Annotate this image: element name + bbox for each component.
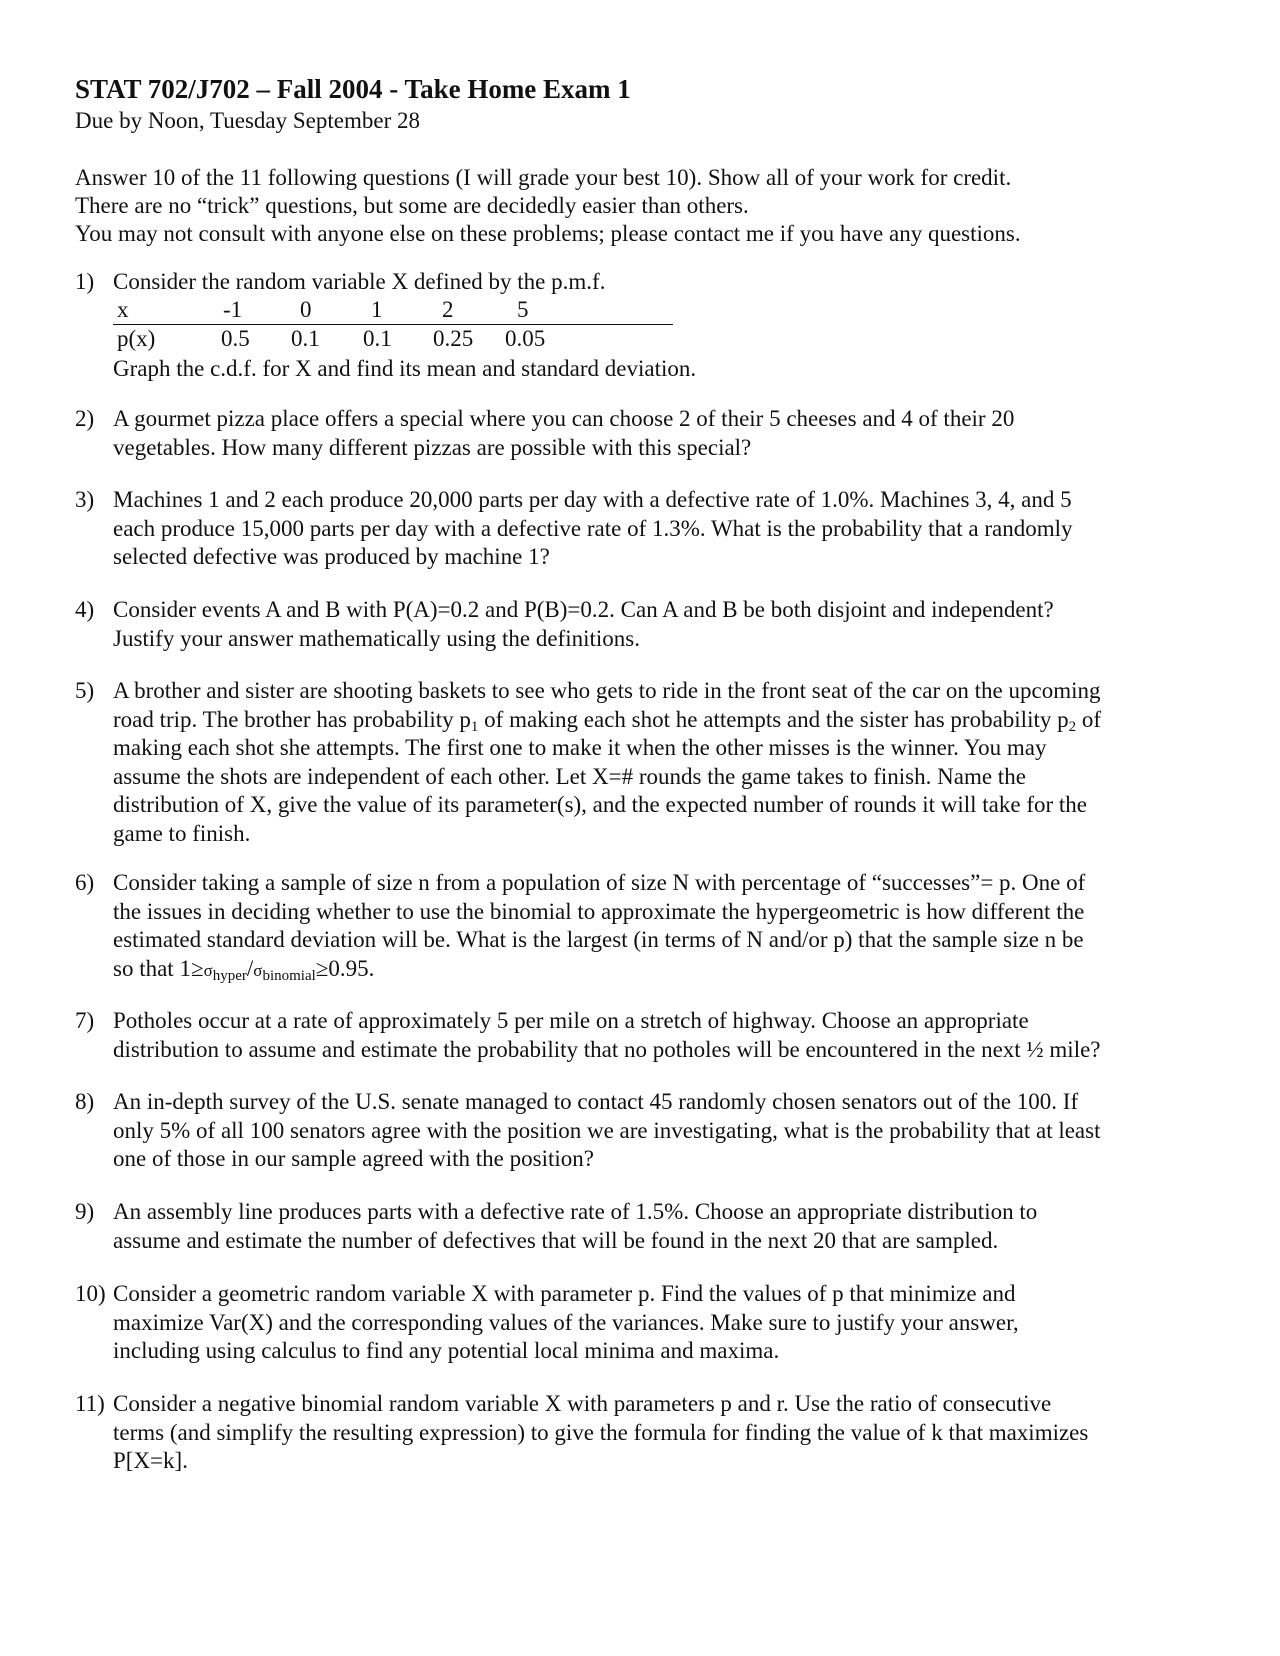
question-6 <box>75 869 1205 985</box>
pmf-p-value: 0.25 <box>433 325 474 351</box>
question-text: each produce 15,000 parts per day with a defective rate of 1.3%. What is the probability that a randomly <box>113 515 1073 541</box>
question-number: 4) <box>75 597 95 622</box>
question-text: only 5% of all 100 senators agree with the position we are investigating, what is the probability that at least <box>113 1117 1101 1143</box>
pmf-x-value: 0 <box>300 296 312 322</box>
question-3 <box>75 486 1205 572</box>
question-text: the issues in deciding whether to use the binomial to approximate the hypergeometric is how different the <box>113 898 1085 924</box>
subscript: hyper <box>212 967 247 984</box>
question-text: assume and estimate the number of defectives that will be found in the next 20 that are sampled. <box>113 1227 999 1253</box>
question-4 <box>75 596 1205 653</box>
pmf-p-value: 0.1 <box>363 325 392 351</box>
question-text: vegetables. How many different pizzas are possible with this special? <box>113 434 752 460</box>
instruction-line: You may not consult with anyone else on these problems; please contact me if you have any questions. <box>75 221 1021 246</box>
subscript: 2 <box>1068 718 1077 735</box>
pmf-x-label: x <box>117 296 129 322</box>
question-text: Consider a geometric random variable X with parameter p. Find the values of p that minimize and <box>113 1281 1016 1306</box>
text-segment: ≥0.95. <box>315 955 375 981</box>
question-text: Machines 1 and 2 each produce 20,000 parts per day with a defective rate of 1.0%. Machines 3, 4, and 5 <box>113 487 1072 512</box>
text-segment: of making each shot he attempts and the sister has probability p <box>478 706 1069 732</box>
question-text: game to finish. <box>113 820 251 846</box>
question-text: including using calculus to find any potential local minima and maxima. <box>113 1338 780 1363</box>
question-9 <box>75 1198 1205 1255</box>
pmf-p-value: 0.05 <box>505 325 546 351</box>
question-8 <box>75 1088 1205 1174</box>
pmf-x-value: -1 <box>223 296 243 322</box>
pmf-divider <box>113 324 673 325</box>
question-number: 10) <box>75 1281 106 1306</box>
question-text: selected defective was produced by machine 1? <box>113 544 550 569</box>
question-2 <box>75 405 1205 462</box>
question-text: maximize Var(X) and the corresponding values of the variances. Make sure to justify your answer, <box>113 1309 1019 1335</box>
pmf-p-value: 0.1 <box>291 325 320 351</box>
instruction-line: Answer 10 of the 11 following questions (I will grade your best 10). Show all of your work for credit. <box>75 165 1012 190</box>
text-segment: road trip. The brother has probability p <box>113 706 471 732</box>
question-5 <box>75 677 1205 848</box>
pmf-px-label: p(x) <box>117 325 156 351</box>
question-text: making each shot she attempts. The first one to make it when the other misses is the winner. You may <box>113 735 1047 760</box>
question-1 <box>75 268 1205 383</box>
sigma-symbol: σ <box>203 960 213 980</box>
question-text: An assembly line produces parts with a defective rate of 1.5%. Choose an appropriate distribution to <box>113 1199 1038 1224</box>
question-number: 6) <box>75 870 95 895</box>
question-text: one of those in our sample agreed with the position? <box>113 1146 594 1171</box>
exam-title: STAT 702/J702 – Fall 2004 - Take Home Exam 1 <box>75 74 631 104</box>
question-text: Potholes occur at a rate of approximately 5 per mile on a stretch of highway. Choose an appropriate <box>113 1008 1029 1033</box>
question-text: Consider taking a sample of size n from a population of size N with percentage of “successes”= p. One of <box>113 870 1086 895</box>
due-date: Due by Noon, Tuesday September 28 <box>75 108 420 133</box>
question-text: Consider events A and B with P(A)=0.2 and P(B)=0.2. Can A and B be both disjoint and independent? <box>113 597 1054 622</box>
question-text: A gourmet pizza place offers a special where you can choose 2 of their 5 cheeses and 4 of their 20 <box>113 406 1015 431</box>
question-number: 3) <box>75 487 95 512</box>
question-10 <box>75 1280 1205 1366</box>
text-segment: of <box>1076 706 1102 732</box>
instructions <box>75 164 1225 248</box>
sigma-symbol: σ <box>253 960 263 980</box>
question-text: An in-depth survey of the U.S. senate managed to contact 45 randomly chosen senators out of the 100. If <box>113 1089 1079 1114</box>
question-text: Consider the random variable X defined by the p.m.f. <box>113 269 606 294</box>
text-segment: so that 1≥ <box>113 955 204 981</box>
question-text: Justify your answer mathematically using the definitions. <box>113 625 640 651</box>
question-number: 2) <box>75 406 95 431</box>
pmf-p-value: 0.5 <box>221 325 250 351</box>
question-text: P[X=k]. <box>113 1448 188 1473</box>
question-text: Graph the c.d.f. for X and find its mean and standard deviation. <box>113 355 697 381</box>
text-segment: / <box>246 955 254 981</box>
instruction-line: There are no “trick” questions, but some are decidedly easier than others. <box>75 193 749 218</box>
question-number: 5) <box>75 678 95 703</box>
pmf-x-value: 2 <box>442 296 454 322</box>
question-number: 9) <box>75 1199 95 1224</box>
question-text: assume the shots are independent of each other. Let X=# rounds the game takes to finish. Name the <box>113 763 1026 789</box>
question-text <box>113 955 1205 986</box>
question-number: 1) <box>75 269 95 294</box>
question-11 <box>75 1390 1205 1476</box>
question-text: estimated standard deviation will be. What is the largest (in terms of N and/or p) that the sample size n be <box>113 927 1084 952</box>
question-7 <box>75 1007 1205 1064</box>
pmf-table <box>113 297 673 355</box>
question-number: 11) <box>75 1391 105 1416</box>
question-text: distribution of X, give the value of its parameter(s), and the expected number of rounds it will take for the <box>113 792 1088 817</box>
question-number: 8) <box>75 1089 95 1114</box>
question-text <box>113 706 1205 735</box>
question-text: terms (and simplify the resulting expression) to give the formula for finding the value of k that maximizes <box>113 1419 1089 1445</box>
question-text: distribution to assume and estimate the probability that no potholes will be encountered in the next ½ mile? <box>113 1036 1101 1062</box>
pmf-x-value: 1 <box>371 296 383 322</box>
subscript: binomial <box>262 967 316 984</box>
subscript: 1 <box>470 718 479 735</box>
question-text: Consider a negative binomial random variable X with parameters p and r. Use the ratio of consecutive <box>113 1391 1052 1416</box>
question-text: A brother and sister are shooting baskets to see who gets to ride in the front seat of the car on the upcoming <box>113 678 1101 703</box>
question-number: 7) <box>75 1008 95 1033</box>
pmf-x-value: 5 <box>517 296 529 322</box>
